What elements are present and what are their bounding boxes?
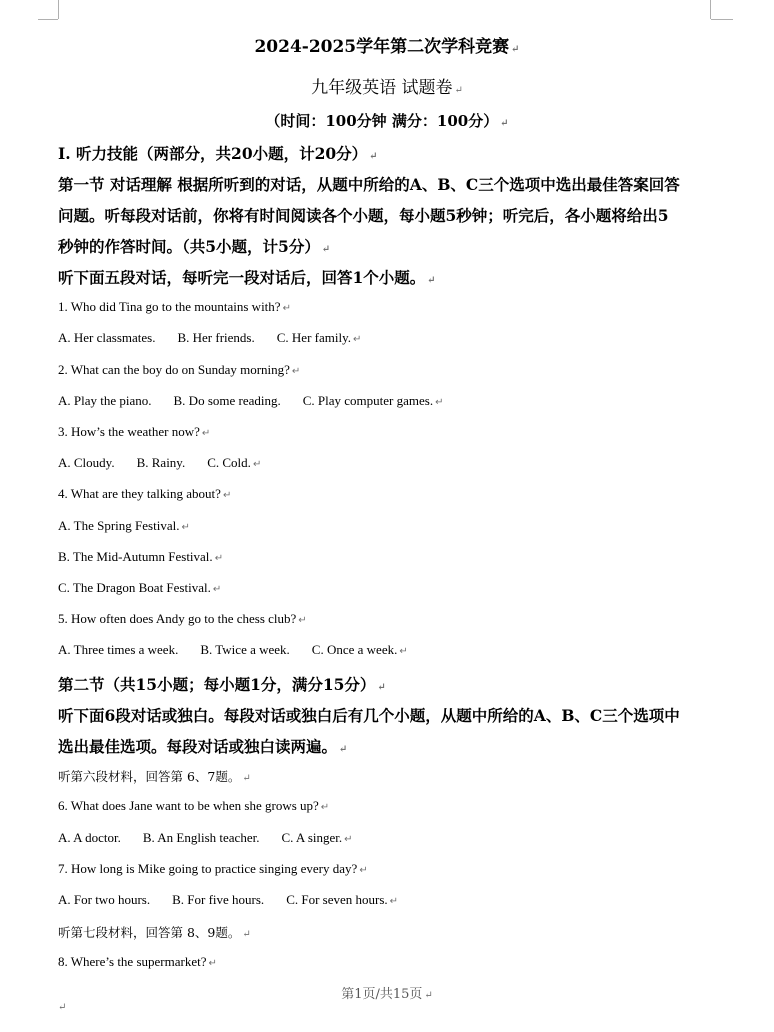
question-text: 7. How long is Mike going to practice singing every day? ↵: [58, 861, 368, 876]
question-text: 5. How often does Andy go to the chess club? ↵: [58, 611, 307, 626]
page-footer: 第1页/共15页 ↵: [341, 987, 433, 1002]
option-b: B. For five hours.: [172, 892, 265, 907]
option-b: B. Twice a week.: [200, 642, 290, 657]
question-options: A. Play the piano. B. Do some reading. C. Play computer games. ↵: [58, 393, 444, 408]
option-b: B. An English teacher.: [142, 830, 260, 845]
option-b: B. The Mid-Autumn Festival. ↵: [58, 549, 224, 564]
option-c: C. A singer.: [281, 830, 343, 845]
option-c: C. Play computer games.: [302, 393, 434, 408]
option-a: A. Her classmates.: [58, 330, 156, 345]
part1-instruction-line: 问题。听每段对话前，你将有时间阅读各个小题，每小题5秒钟；听完后，各小题将给出5: [58, 206, 669, 225]
paragraph-mark: ↵: [58, 1002, 67, 1013]
option-c: C. For seven hours.: [286, 892, 388, 907]
part2-heading: 第二节（共15小题；每小题1分，满分15分） ↵: [58, 675, 386, 694]
part1-instruction-line: 秒钟的作答时间。（共5小题，计5分） ↵: [58, 237, 331, 256]
question-text: 2. What can the boy do on Sunday morning? ↵: [58, 362, 301, 377]
crop-mark-top-right-horizontal: [711, 19, 733, 20]
question-text: 4. What are they talking about? ↵: [58, 486, 232, 501]
part2-instruction-line: 听下面6段对话或独白。每段对话或独白后有几个小题，从题中所给的A、B、C三个选项中: [58, 706, 680, 725]
option-c: C. Her family.: [276, 330, 351, 345]
question-text: 3. How’s the weather now? ↵: [58, 424, 211, 439]
question-options: A. Cloudy. B. Rainy. C. Cold. ↵: [58, 455, 262, 470]
option-c: C. Cold.: [207, 455, 251, 470]
crop-mark-top-right-vertical: [710, 0, 711, 19]
option-b: B. Do some reading.: [173, 393, 281, 408]
option-b: B. Her friends.: [177, 330, 255, 345]
part1-instruction-line: 第一节 对话理解 根据所听到的对话，从题中所给的A、B、C三个选项中选出最佳答案回答: [58, 175, 680, 194]
option-a: A. The Spring Festival. ↵: [58, 518, 190, 533]
option-a: A. Three times a week.: [58, 642, 179, 657]
crop-mark-top-left-vertical: [58, 0, 59, 19]
exam-title: 2024-2025学年第二次学科竞赛 ↵: [254, 37, 520, 57]
question-options: A. A doctor. B. An English teacher. C. A singer. ↵: [58, 830, 353, 845]
question-options: A. Three times a week. B. Twice a week. C. Once a week. ↵: [58, 642, 408, 657]
question-options: A. For two hours. B. For five hours. C. For seven hours. ↵: [58, 892, 399, 907]
question-text: 1. Who did Tina go to the mountains with? ↵: [58, 299, 291, 314]
question-text: 8. Where’s the supermarket? ↵: [58, 954, 217, 969]
option-a: A. A doctor.: [58, 830, 121, 845]
option-a: A. Cloudy.: [58, 455, 115, 470]
option-a: A. Play the piano.: [58, 393, 152, 408]
question-options: A. Her classmates. B. Her friends. C. Her family. ↵: [58, 330, 362, 345]
exam-meta: （时间：100分钟 满分：100分） ↵: [265, 112, 509, 130]
section-heading: Ⅰ. 听力技能（两部分，共20小题，计20分） ↵: [58, 144, 378, 163]
part2-instruction-line: 选出最佳选项。每段对话或独白读两遍。 ↵: [58, 737, 348, 756]
option-b: B. Rainy.: [136, 455, 186, 470]
part1-listening-instruction: 听下面五段对话，每听完一段对话后，回答1个小题。 ↵: [58, 268, 436, 287]
material-instruction: 听第六段材料，回答第 6、7题。 ↵: [58, 769, 251, 784]
crop-mark-top-left-horizontal: [38, 19, 58, 20]
exam-subtitle: 九年级英语 试题卷 ↵: [311, 78, 463, 98]
option-c: C. The Dragon Boat Festival. ↵: [58, 580, 222, 595]
option-c: C. Once a week.: [311, 642, 398, 657]
material-instruction: 听第七段材料，回答第 8、9题。 ↵: [58, 925, 251, 940]
option-a: A. For two hours.: [58, 892, 151, 907]
question-text: 6. What does Jane want to be when she grows up? ↵: [58, 798, 330, 813]
